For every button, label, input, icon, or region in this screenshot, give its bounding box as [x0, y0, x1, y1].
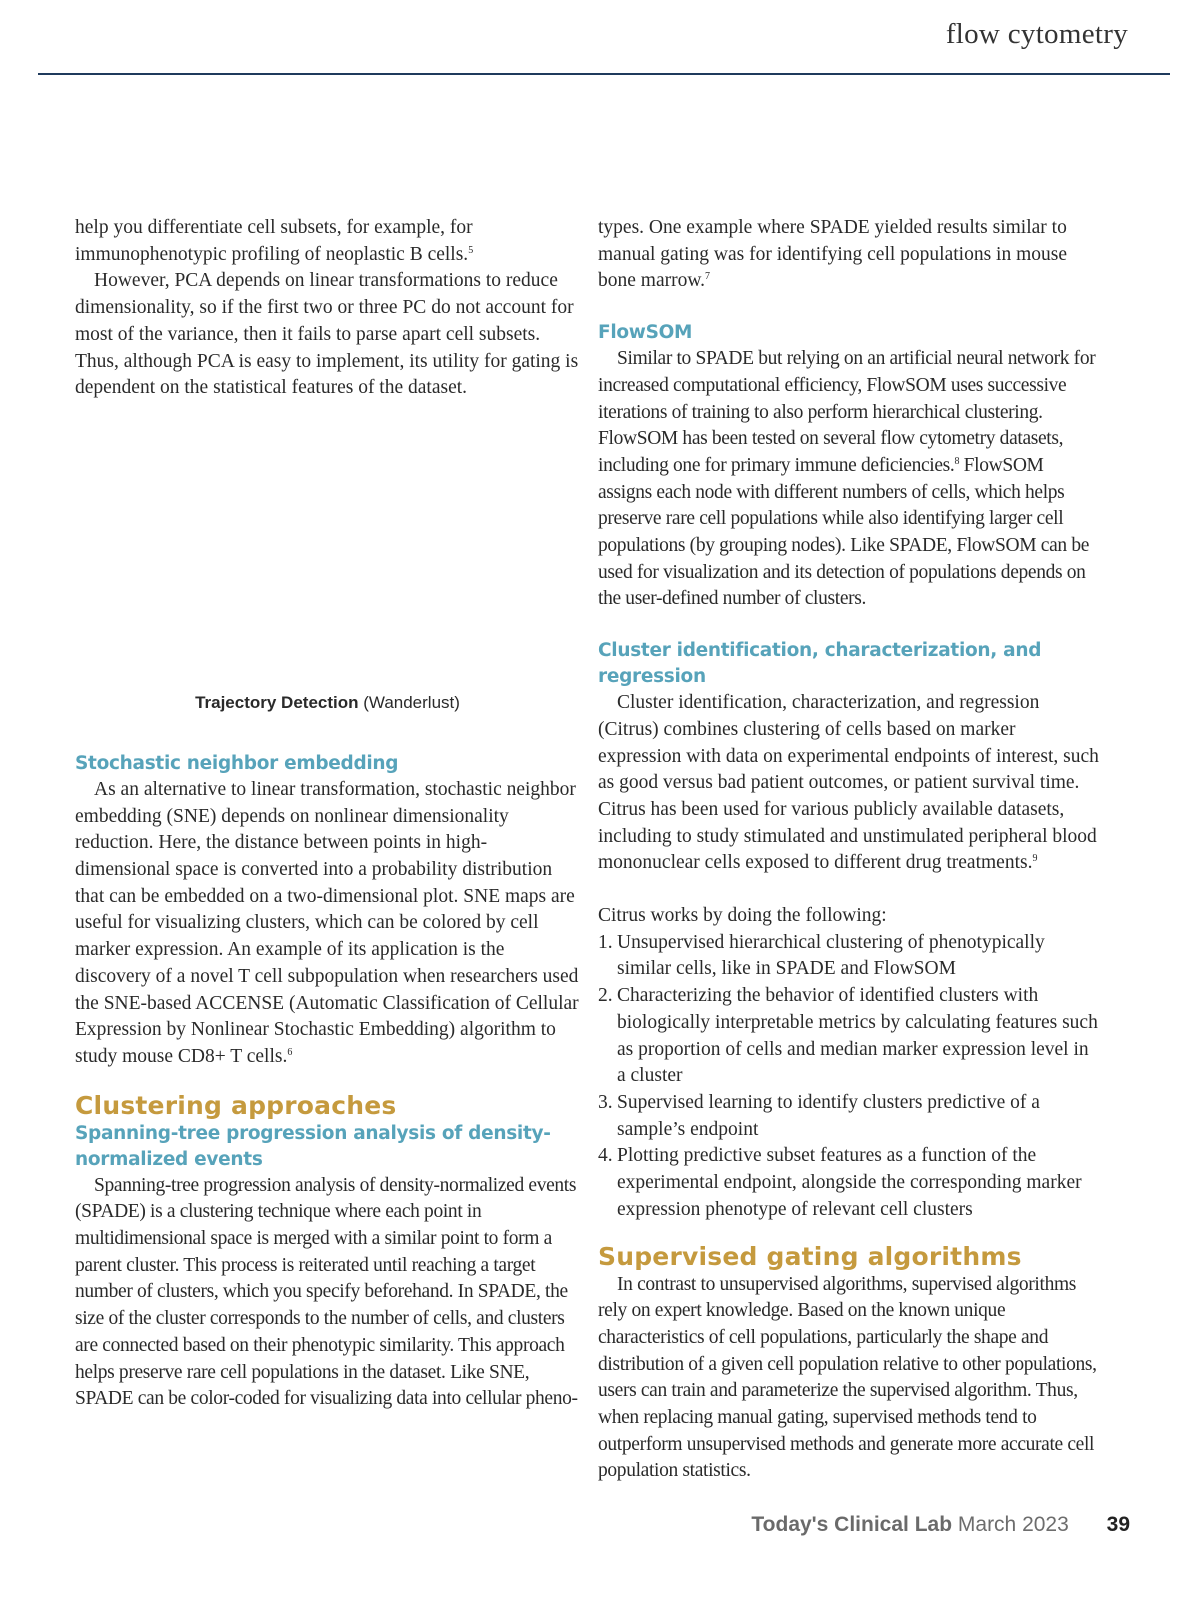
right-column	[598, 215, 1101, 1485]
spade-paragraph: Spanning-tree progression analysis of density-normalized events (SPADE) is a clustering technique where each point in multidimensional space is merged with a similar point to form a parent cluster. This process is reiterated until reaching a target number of clusters, which you specify beforehand. In SPADE, the size of the cluster corresponds to the number of cells, and clusters are connected based on their phenotypic similarity. This approach helps preserve rare cell populations in the dataset. Like SNE, SPADE can be color-coded for visualizing data into cellular pheno-	[75, 1174, 578, 1410]
citrus-paragraph: Cluster identification, characterization, and regression (Citrus) combines clustering of cells based on marker expression with data on experimental endpoints of interest, such as good versus bad patient outcomes, or patient survival time. Citrus has been used for various publicly available datasets, including to study stimulated and unstimulated peripheral blood mononuclear cells exposed to different drug treatments.$^9$	[598, 692, 1099, 874]
reference-8: 8	[954, 455, 960, 467]
flowsom-paragraph: Similar to SPADE but relying on an artificial neural network for increased computational efficiency, FlowSOM uses successive iterations of training to also perform hierarchical clustering. FlowSOM has been tested on several flow cytometry datasets, including one for primary immune deficiencies.$^8$ FlowSOM assigns each node with different numbers of cells, which helps preserve rare cell populations while also identifying larger cell populations (by grouping nodes). Like SPADE, FlowSOM can be used for visualization and its detection of populations depends on the user-defined number of clusters.	[598, 348, 1096, 610]
page-number: 39	[1106, 1513, 1130, 1536]
magazine-name: Today's Clinical Lab	[751, 1513, 953, 1536]
flowsom-heading: FlowSOM	[598, 322, 693, 344]
left-paragraph-1: help you differentiate cell subsets, for example, for immunophenotypic profiling of neoplastic B cells.$^5$	[75, 217, 474, 265]
citrus-heading: Cluster identification, characterization, and regression	[598, 640, 1042, 688]
section-title: flow cytometry	[945, 18, 1128, 50]
clustering-heading: Clustering approaches	[75, 1090, 397, 1120]
list-item: 3. Supervised learning to identify clusters predictive of a sample’s endpoint	[598, 1091, 1040, 1140]
reference-6: 6	[287, 1046, 293, 1058]
citrus-steps	[598, 930, 1101, 1224]
caption-rest: (Wanderlust)	[358, 692, 460, 712]
figure-caption	[75, 690, 580, 717]
spade-heading: Spanning-tree progression analysis of density-normalized events	[75, 1122, 551, 1170]
page-footer	[751, 1513, 1130, 1537]
supervised-heading: Supervised gating algorithms	[598, 1241, 1022, 1271]
citrus-intro: Citrus works by doing the following:	[598, 905, 887, 927]
list-item: 1. Unsupervised hierarchical clustering of phenotypically similar cells, like in SPADE and FlowSOM	[598, 931, 1045, 980]
list-item: 4. Plotting predictive subset features as a function of the experimental endpoint, alongside the corresponding marker expression phenotype of relevant cell clusters	[598, 1145, 1082, 1220]
header-rule	[38, 73, 1170, 75]
trajectory-illustration	[75, 445, 580, 685]
left-paragraph-2: However, PCA depends on linear transformations to reduce dimensionality, so if the first two or three PC do not account for most of the variance, then it fails to parse apart cell subsets. Thus, although PCA is easy to implement, its utility for gating is dependent on the statistical features of the dataset.	[75, 270, 579, 399]
reference-7: 7	[705, 271, 711, 283]
issue-date: March 2023	[957, 1513, 1069, 1536]
sne-paragraph: As an alternative to linear transformation, stochastic neighbor embedding (SNE) depends on nonlinear dimensionality reduction. Here, the distance between points in high-dimensional space is converted into a probability distribution that can be embedded on a two-dimensional plot. SNE maps are useful for visualizing clusters, which can be colored by cell marker expression. An example of its application is the discovery of a novel T cell subpopulation when researchers used the SNE-based ACCENSE (Automatic Classification of Cellular Expression by Nonlinear Stochastic Embedding) algorithm to study mouse CD8+ T cells.$^6$	[75, 778, 579, 1067]
reference-5: 5	[468, 244, 474, 256]
caption-bold: Trajectory Detection	[195, 692, 359, 712]
trajectory-figure	[75, 445, 580, 735]
right-paragraph-1: types. One example where SPADE yielded results similar to manual gating was for identifying cell populations in mouse bone marrow.$^7$	[598, 217, 1067, 292]
list-item: 2. Characterizing the behavior of identified clusters with biologically interpretable metrics by calculating features such as proportion of cells and median marker expression level in a cluster	[598, 985, 1098, 1087]
supervised-paragraph: In contrast to unsupervised algorithms, supervised algorithms rely on expert knowledge. Based on the known unique characteristics of cell populations, particularly the shape and distribution of a given cell population relative to other populations, users can train and parameterize the supervised algorithm. Thus, when replacing manual gating, supervised methods tend to outperform unsupervised methods and generate more accurate cell population statistics.	[598, 1273, 1097, 1482]
reference-9: 9	[1032, 853, 1038, 865]
sne-heading: Stochastic neighbor embedding	[75, 752, 399, 774]
left-column	[75, 215, 580, 1413]
